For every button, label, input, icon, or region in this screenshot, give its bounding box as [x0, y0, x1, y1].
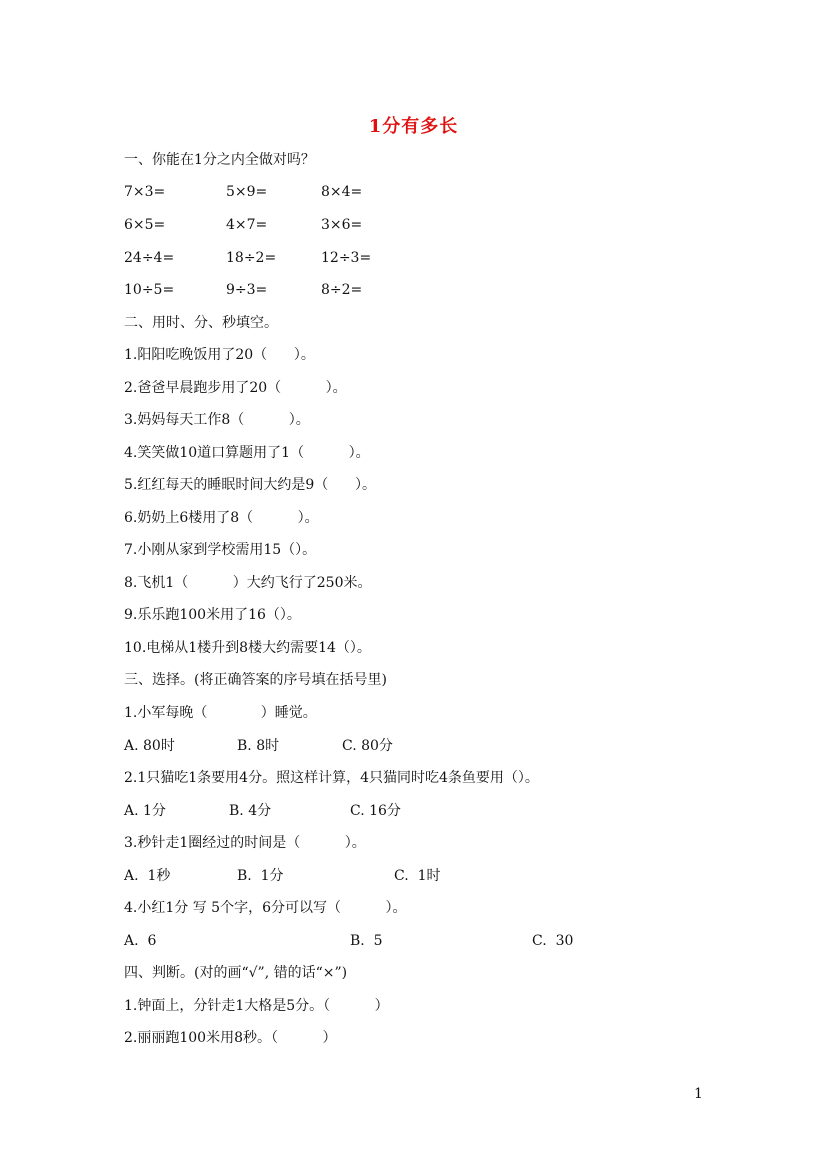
arith-item: 8÷2=	[321, 282, 363, 298]
choice-option: C. 30	[532, 933, 574, 949]
judge-item: 2.丽丽跑100米用8秒。（ ）	[124, 1030, 337, 1046]
choice-option: B. 1分	[237, 868, 284, 884]
choice-option: A. 80时	[124, 738, 175, 754]
judge-item: 1.钟面上，分针走1大格是5分。（ ）	[124, 998, 389, 1014]
choice-option: A. 1秒	[124, 868, 171, 884]
choice-question: 2.1只猫吃1条要用4分。照这样计算，4只猫同时吃4条鱼要用（）。	[124, 770, 539, 786]
arith-item: 4×7=	[226, 217, 268, 233]
arith-item: 18÷2=	[226, 250, 277, 266]
arith-item: 3×6=	[321, 217, 363, 233]
arith-item: 12÷3=	[321, 250, 372, 266]
page-number: 1	[694, 1086, 703, 1102]
choice-option: C. 1时	[394, 868, 441, 884]
fill-item: 9.乐乐跑100米用了16（）。	[124, 607, 301, 623]
fill-item: 6.奶奶上6楼用了8（ ）。	[124, 510, 319, 526]
choice-option: C. 16分	[350, 803, 401, 819]
fill-item: 7.小刚从家到学校需用15（）。	[124, 542, 317, 558]
arith-item: 7×3=	[124, 184, 166, 200]
choice-option: A. 6	[124, 933, 157, 949]
choice-option: B. 8时	[237, 738, 280, 754]
choice-question: 3.秒针走1圈经过的时间是（ ）。	[124, 835, 366, 851]
arith-item: 24÷4=	[124, 250, 175, 266]
choice-option: C. 80分	[342, 738, 393, 754]
section-2-heading: 二、用时、分、秒填空。	[124, 315, 278, 331]
choice-question: 4.小红1分 写 5个字，6分可以写（ ）。	[124, 900, 407, 916]
fill-item: 10.电梯从1楼升到8楼大约需要14（）。	[124, 640, 371, 656]
fill-item: 4.笑笑做10道口算题用了1（ ）。	[124, 445, 370, 461]
section-4-heading: 四、判断。(对的画“√”, 错的话“×”)	[124, 965, 348, 981]
section-3-heading: 三、选择。(将正确答案的序号填在括号里)	[124, 672, 387, 688]
fill-item: 5.红红每天的睡眠时间大约是9（ ）。	[124, 477, 376, 493]
arith-item: 6×5=	[124, 217, 166, 233]
arith-item: 10÷5=	[124, 282, 175, 298]
fill-item: 3.妈妈每天工作8（ ）。	[124, 412, 310, 428]
arith-item: 8×4=	[321, 184, 363, 200]
fill-item: 2.爸爸早晨跑步用了20（ ）。	[124, 380, 347, 396]
choice-option: B. 4分	[229, 803, 272, 819]
choice-option: A. 1分	[124, 803, 166, 819]
fill-item: 1.阳阳吃晚饭用了20（ ）。	[124, 347, 315, 363]
page-title: 1分有多长	[368, 116, 459, 137]
fill-item: 8.飞机1（ ）大约飞行了250米。	[124, 575, 372, 591]
arith-item: 5×9=	[226, 184, 268, 200]
choice-option: B. 5	[350, 933, 383, 949]
section-1-heading: 一、你能在1分之内全做对吗？	[124, 152, 315, 168]
arith-item: 9÷3=	[226, 282, 268, 298]
choice-question: 1.小军每晚（ ）睡觉。	[124, 705, 317, 721]
